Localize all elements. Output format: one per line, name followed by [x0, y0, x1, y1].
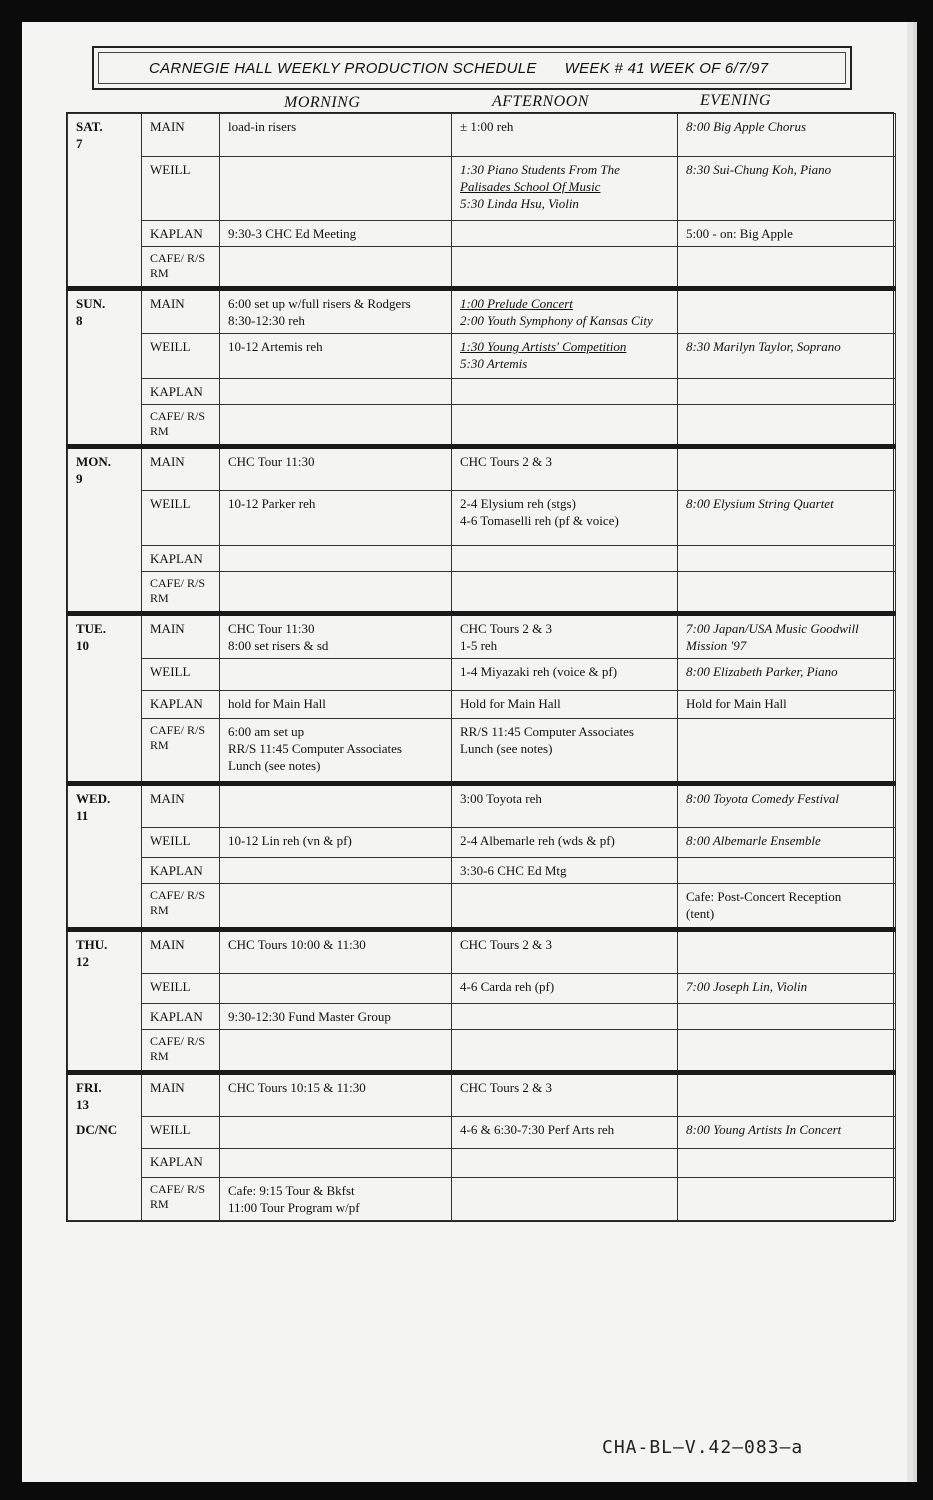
cell-line: 6:00 am set up: [228, 724, 305, 740]
room-label: MAIN: [142, 289, 220, 334]
day-name: SAT.: [76, 119, 103, 134]
room-label: MAIN: [142, 613, 220, 658]
room-label: WEILL: [142, 659, 220, 691]
cell-afternoon: [452, 858, 678, 884]
cell-morning: [220, 1149, 452, 1177]
cell-line: Lunch (see notes): [228, 758, 321, 774]
day-label-continued: [68, 156, 142, 220]
cell-line: (tent): [686, 906, 715, 922]
cell-afternoon: [452, 929, 678, 974]
cell-morning: [220, 1030, 452, 1072]
cell-morning: [220, 334, 452, 378]
cell-line: Cafe: 9:15 Tour & Bkfst: [228, 1182, 355, 1198]
room-label: CAFE/ R/S RM: [142, 1030, 220, 1072]
cell-evening: [678, 545, 896, 571]
table-row: [68, 545, 896, 571]
cell-evening: [678, 691, 896, 719]
cell-afternoon: [452, 289, 678, 334]
cell-morning: [220, 929, 452, 974]
cell-evening: [678, 114, 896, 157]
table-row: [68, 247, 896, 289]
day-label-continued: [68, 1117, 142, 1149]
table-row: [68, 828, 896, 858]
cell-evening: [678, 1072, 896, 1117]
table-row: [68, 571, 896, 613]
cell-morning: [220, 545, 452, 571]
cell-line: 10-12 Artemis reh: [228, 339, 323, 355]
cell-afternoon: [452, 613, 678, 658]
room-label: KAPLAN: [142, 1004, 220, 1030]
cell-line: 7:00 Joseph Lin, Violin: [686, 979, 808, 995]
cell-afternoon: [452, 1149, 678, 1177]
room-label: MAIN: [142, 1072, 220, 1117]
cell-line: Palisades School Of Music: [460, 178, 601, 194]
room-label: CAFE/ R/S RM: [142, 884, 220, 929]
cell-morning: [220, 114, 452, 157]
schedule-title: CARNEGIE HALL WEEKLY PRODUCTION SCHEDULE: [149, 59, 537, 77]
cell-evening: [678, 828, 896, 858]
room-label: MAIN: [142, 929, 220, 974]
cell-line: hold for Main Hall: [228, 696, 326, 712]
header-box: [92, 46, 852, 90]
day-name: SUN.: [76, 296, 106, 312]
cell-morning: [220, 404, 452, 446]
room-label: KAPLAN: [142, 691, 220, 719]
day-label: [68, 289, 142, 334]
room-label: MAIN: [142, 114, 220, 157]
day-label: [68, 783, 142, 828]
day-label-continued: [68, 545, 142, 571]
cell-line: CHC Tour 11:30: [228, 453, 315, 469]
cell-morning: [220, 691, 452, 719]
table-row: [68, 613, 896, 658]
day-label-continued: [68, 1004, 142, 1030]
cell-morning: [220, 446, 452, 491]
cell-morning: [220, 974, 452, 1004]
cell-evening: [678, 247, 896, 289]
cell-evening: [678, 974, 896, 1004]
cell-afternoon: [452, 1030, 678, 1072]
cell-line: RR/S 11:45 Computer Associates: [460, 724, 634, 740]
cell-morning: [220, 828, 452, 858]
day-label-continued: [68, 974, 142, 1004]
room-label: CAFE/ R/S RM: [142, 247, 220, 289]
cell-morning: [220, 220, 452, 246]
cell-line: CHC Tours 2 & 3: [460, 1079, 553, 1095]
cell-evening: [678, 1004, 896, 1030]
schedule-table: [67, 113, 896, 1221]
cell-morning: [220, 1072, 452, 1117]
cell-morning: [220, 571, 452, 613]
day-date: 8: [76, 313, 83, 329]
room-label: WEILL: [142, 156, 220, 220]
header-inner: [98, 52, 846, 84]
cell-afternoon: [452, 691, 678, 719]
column-heading-afternoon: AFTERNOON: [492, 93, 589, 110]
cell-afternoon: [452, 334, 678, 378]
cell-line: 1:30 Young Artists' Competition: [460, 339, 627, 355]
table-row: [68, 974, 896, 1004]
day-label-continued: [68, 1030, 142, 1072]
day-name: TUE.: [76, 620, 106, 636]
cell-afternoon: [452, 114, 678, 157]
day-note: DC/NC: [76, 1121, 118, 1137]
table-row: [68, 1117, 896, 1149]
handwritten-catalog-id: CHA-BL—V.42—083—a: [602, 1437, 804, 1458]
cell-evening: [678, 719, 896, 783]
cell-line: 8:30 Sui-Chung Koh, Piano: [686, 161, 832, 177]
table-row: [68, 378, 896, 404]
cell-line: 1:00 Prelude Concert: [460, 296, 573, 312]
day-label: [68, 929, 142, 974]
table-row: [68, 1177, 896, 1220]
cell-afternoon: [452, 884, 678, 929]
table-row: [68, 884, 896, 929]
cell-line: 6:00 set up w/full risers & Rodgers: [228, 296, 411, 312]
cell-morning: [220, 1117, 452, 1149]
room-label: WEILL: [142, 974, 220, 1004]
day-name: THU.: [76, 936, 108, 952]
table-row: [68, 659, 896, 691]
day-label: [68, 114, 142, 157]
cell-line: 1:30 Piano Students From The: [460, 161, 620, 177]
cell-evening: [678, 446, 896, 491]
cell-afternoon: [452, 247, 678, 289]
day-label-continued: [68, 691, 142, 719]
cell-afternoon: [452, 571, 678, 613]
table-row: [68, 783, 896, 828]
cell-afternoon: [452, 378, 678, 404]
day-label-continued: [68, 884, 142, 929]
cell-morning: [220, 156, 452, 220]
cell-evening: [678, 571, 896, 613]
table-row: [68, 1004, 896, 1030]
cell-evening: [678, 1149, 896, 1177]
cell-line: 10-12 Lin reh (vn & pf): [228, 833, 352, 849]
day-name: WED.: [76, 790, 111, 806]
day-label-continued: [68, 659, 142, 691]
table-row: [68, 220, 896, 246]
cell-line: CHC Tours 10:15 & 11:30: [228, 1079, 366, 1095]
room-label: MAIN: [142, 446, 220, 491]
cell-line: ± 1:00 reh: [460, 119, 514, 134]
room-label: KAPLAN: [142, 858, 220, 884]
day-label-continued: [68, 404, 142, 446]
table-row: [68, 334, 896, 378]
cell-afternoon: [452, 659, 678, 691]
cell-afternoon: [452, 404, 678, 446]
schedule-body: [68, 114, 896, 1221]
day-label-continued: [68, 719, 142, 783]
cell-evening: [678, 1177, 896, 1220]
cell-line: 8:00 Elizabeth Parker, Piano: [686, 664, 838, 680]
day-label-continued: [68, 1177, 142, 1220]
cell-evening: [678, 858, 896, 884]
cell-line: 1-5 reh: [460, 637, 498, 653]
cell-afternoon: [452, 446, 678, 491]
cell-line: 4-6 & 6:30-7:30 Perf Arts reh: [460, 1122, 615, 1138]
cell-evening: [678, 404, 896, 446]
day-name: MON.: [76, 453, 112, 469]
cell-line: load-in risers: [228, 119, 297, 134]
day-label-continued: [68, 247, 142, 289]
cell-line: Mission '97: [686, 637, 747, 653]
cell-line: Cafe: Post-Concert Reception: [686, 889, 842, 905]
room-label: MAIN: [142, 783, 220, 828]
day-label-continued: [68, 220, 142, 246]
room-label: CAFE/ R/S RM: [142, 1177, 220, 1220]
column-headings: [22, 94, 907, 114]
day-date: 11: [76, 807, 89, 823]
room-label: KAPLAN: [142, 1149, 220, 1177]
cell-morning: [220, 719, 452, 783]
table-row: [68, 289, 896, 334]
cell-line: 8:00 Elysium String Quartet: [686, 496, 834, 512]
day-label: [68, 1072, 142, 1117]
cell-afternoon: [452, 1004, 678, 1030]
cell-afternoon: [452, 545, 678, 571]
cell-morning: [220, 1177, 452, 1220]
cell-afternoon: [452, 1072, 678, 1117]
cell-evening: [678, 289, 896, 334]
cell-afternoon: [452, 974, 678, 1004]
cell-afternoon: [452, 783, 678, 828]
cell-afternoon: [452, 156, 678, 220]
cell-line: Lunch (see notes): [460, 741, 553, 757]
day-label-continued: [68, 858, 142, 884]
cell-evening: [678, 783, 896, 828]
table-row: [68, 114, 896, 157]
cell-line: 9:30-12:30 Fund Master Group: [228, 1009, 391, 1025]
cell-evening: [678, 491, 896, 545]
room-label: CAFE/ R/S RM: [142, 719, 220, 783]
day-label-continued: [68, 828, 142, 858]
day-label-continued: [68, 491, 142, 545]
cell-line: 2:00 Youth Symphony of Kansas City: [460, 313, 653, 329]
cell-line: 7:00 Japan/USA Music Goodwill: [686, 620, 859, 636]
document-page: [22, 22, 907, 1482]
cell-line: Hold for Main Hall: [460, 696, 561, 712]
day-name: FRI.: [76, 1079, 102, 1095]
cell-evening: [678, 929, 896, 974]
table-row: [68, 1149, 896, 1177]
day-date: 12: [76, 953, 89, 969]
cell-line: 8:30 Marilyn Taylor, Soprano: [686, 339, 841, 355]
room-label: WEILL: [142, 1117, 220, 1149]
room-label: CAFE/ R/S RM: [142, 404, 220, 446]
table-row: [68, 404, 896, 446]
room-label: WEILL: [142, 334, 220, 378]
cell-morning: [220, 247, 452, 289]
table-row: [68, 156, 896, 220]
cell-afternoon: [452, 491, 678, 545]
cell-line: 9:30-3 CHC Ed Meeting: [228, 225, 357, 241]
cell-line: CHC Tour 11:30: [228, 620, 315, 636]
cell-morning: [220, 783, 452, 828]
cell-line: 8:00 set risers & sd: [228, 637, 329, 653]
cell-line: 5:30 Artemis: [460, 356, 528, 372]
day-label-continued: [68, 571, 142, 613]
cell-afternoon: [452, 220, 678, 246]
cell-morning: [220, 884, 452, 929]
cell-line: 1-4 Miyazaki reh (voice & pf): [460, 664, 618, 680]
cell-line: 8:00 Big Apple Chorus: [686, 119, 807, 134]
cell-line: 3:30-6 CHC Ed Mtg: [460, 863, 567, 879]
cell-morning: [220, 1004, 452, 1030]
room-label: KAPLAN: [142, 545, 220, 571]
cell-line: 11:00 Tour Program w/pf: [228, 1199, 360, 1215]
cell-line: Hold for Main Hall: [686, 696, 787, 712]
cell-morning: [220, 659, 452, 691]
cell-evening: [678, 156, 896, 220]
column-heading-morning: MORNING: [284, 94, 361, 111]
day-date: 10: [76, 637, 89, 653]
table-row: [68, 491, 896, 545]
day-label-continued: [68, 378, 142, 404]
day-label-continued: [68, 334, 142, 378]
cell-morning: [220, 491, 452, 545]
room-label: WEILL: [142, 828, 220, 858]
cell-line: CHC Tours 2 & 3: [460, 453, 553, 469]
room-label: CAFE/ R/S RM: [142, 571, 220, 613]
cell-line: 2-4 Elysium reh (stgs): [460, 496, 576, 512]
day-label-continued: [68, 1149, 142, 1177]
cell-evening: [678, 659, 896, 691]
cell-afternoon: [452, 1177, 678, 1220]
table-row: [68, 691, 896, 719]
cell-evening: [678, 884, 896, 929]
room-label: KAPLAN: [142, 220, 220, 246]
cell-line: 8:00 Albemarle Ensemble: [686, 833, 821, 849]
cell-line: 3:00 Toyota reh: [460, 790, 542, 806]
table-row: [68, 1072, 896, 1117]
cell-line: 4-6 Tomaselli reh (pf & voice): [460, 513, 619, 529]
cell-afternoon: [452, 719, 678, 783]
cell-evening: [678, 1030, 896, 1072]
cell-evening: [678, 1117, 896, 1149]
cell-line: 2-4 Albemarle reh (wds & pf): [460, 833, 615, 849]
table-row: [68, 446, 896, 491]
cell-line: CHC Tours 10:00 & 11:30: [228, 936, 366, 952]
schedule-table-wrapper: [66, 112, 894, 1222]
day-date: 9: [76, 470, 83, 486]
cell-line: 10-12 Parker reh: [228, 496, 316, 512]
cell-afternoon: [452, 1117, 678, 1149]
table-row: [68, 1030, 896, 1072]
cell-morning: [220, 858, 452, 884]
week-label: WEEK # 41 WEEK OF 6/7/97: [564, 59, 769, 77]
cell-line: 5:00 - on: Big Apple: [686, 225, 793, 241]
cell-evening: [678, 334, 896, 378]
cell-line: CHC Tours 2 & 3: [460, 936, 553, 952]
day-date: 13: [76, 1096, 89, 1112]
day-label: [68, 613, 142, 658]
table-row: [68, 858, 896, 884]
cell-line: 8:00 Toyota Comedy Festival: [686, 790, 839, 806]
room-label: WEILL: [142, 491, 220, 545]
cell-morning: [220, 613, 452, 658]
cell-line: RR/S 11:45 Computer Associates: [228, 741, 402, 757]
day-label: [68, 446, 142, 491]
cell-evening: [678, 220, 896, 246]
table-row: [68, 719, 896, 783]
cell-line: 8:30-12:30 reh: [228, 313, 305, 329]
cell-morning: [220, 289, 452, 334]
column-heading-evening: EVENING: [700, 92, 772, 109]
room-label: KAPLAN: [142, 378, 220, 404]
cell-evening: [678, 378, 896, 404]
cell-morning: [220, 378, 452, 404]
cell-line: CHC Tours 2 & 3: [460, 620, 553, 636]
cell-afternoon: [452, 828, 678, 858]
day-date: 7: [76, 136, 83, 151]
cell-line: 8:00 Young Artists In Concert: [686, 1122, 842, 1138]
cell-line: 4-6 Carda reh (pf): [460, 979, 555, 995]
table-row: [68, 929, 896, 974]
cell-evening: [678, 613, 896, 658]
cell-line: 5:30 Linda Hsu, Violin: [460, 195, 579, 211]
